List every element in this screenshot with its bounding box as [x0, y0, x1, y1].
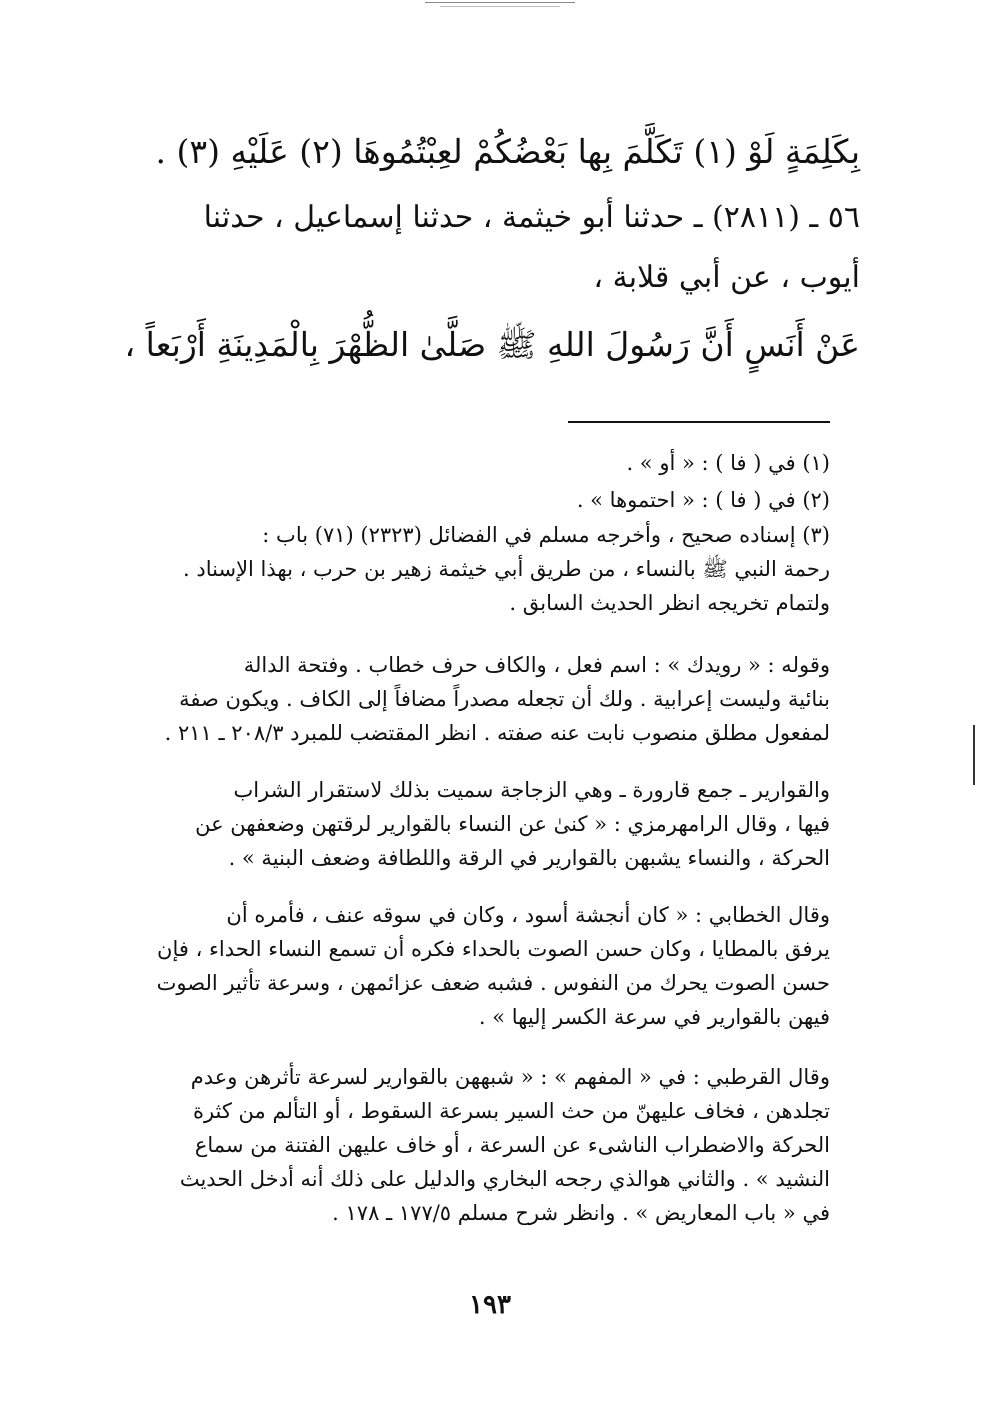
main-text-line-4: عَنْ أَنَسٍ أَنَّ رَسُولَ اللهِ ﷺ صَلَّىٰ الظُّهْرَ بِالْمَدِينَةِ أَرْبَعاً ، — [124, 325, 860, 364]
commentary-line: بنائية وليست إعرابية . ولك أن تجعله مصدراً مضافاً إلى الكاف . ويكون صفة — [179, 687, 830, 711]
margin-bar — [973, 725, 975, 785]
commentary-line: يرفق بالمطايا ، وكان حسن الصوت بالحداء فكره أن تسمع النساء الحداء ، فإن — [157, 937, 830, 961]
commentary-line: النشيد » . والثاني هوالذي رجحه البخاري والدليل على ذلك أنه أدخل الحديث — [179, 1167, 830, 1191]
top-rule — [425, 2, 575, 3]
footnote-3-line: (٣) إسناده صحيح ، وأخرجه مسلم في الفضائل (٢٣٢٣) (٧١) باب : — [262, 523, 830, 547]
footnote-1: (١) في ( فا ) : « أو » . — [626, 451, 830, 475]
commentary-line: في « باب المعاريض » . وانظر شرح مسلم ١٧٧/٥ ـ ١٧٨ . — [332, 1201, 830, 1225]
commentary-line: وقال الخطابي : « كان أنجشة أسود ، وكان في سوقه عنف ، فأمره أن — [226, 903, 830, 927]
main-text-line-2: ٥٦ ـ (٢٨١١) ـ حدثنا أبو خيثمة ، حدثنا إسماعيل ، حدثنا — [203, 200, 860, 235]
main-text-line-3: أيوب ، عن أبي قلابة ، — [593, 260, 860, 295]
commentary-line: فيها ، وقال الرامهرمزي : « كنىٰ عن النساء بالقوارير لرقتهن وضعفهن عن — [195, 812, 830, 836]
page-number: ١٩٣ — [469, 1290, 511, 1320]
commentary-line: حسن الصوت يحرك من النفوس . فشبه ضعف عزائمهن ، وسرعة تأثير الصوت — [156, 971, 830, 995]
top-rule-2 — [440, 6, 560, 7]
commentary-line: الحركة ، والنساء يشبهن بالقوارير في الرقة واللطافة وضعف البنية » . — [228, 846, 830, 870]
footnote-2: (٢) في ( فا ) : « احتموها » . — [576, 488, 830, 512]
footnote-3-line: ولتمام تخريجه انظر الحديث السابق . — [509, 591, 830, 615]
commentary-qurtubi — [110, 1060, 830, 1230]
commentary-line: الحركة والاضطراب الناشىء عن السرعة ، أو خاف عليهن الفتنة من سماع — [194, 1133, 830, 1157]
commentary-line: تجلدهن ، فخاف عليهنّ من حث السير بسرعة السقوط ، أو التألم من كثرة — [192, 1099, 830, 1123]
commentary-khattabi — [110, 898, 830, 1034]
commentary-line: فيهن بالقوارير في سرعة الكسر إليها » . — [478, 1005, 830, 1029]
commentary-ruwaydak — [110, 648, 830, 750]
commentary-qawarir — [110, 773, 830, 875]
footnote-separator — [568, 421, 830, 423]
main-text-line-1: بِكَلِمَةٍ لَوْ (١) تَكَلَّمَ بِها بَعْضُكُمْ لعِبْتُمُوهَا (٢) عَلَيْهِ (٣) . — [155, 132, 860, 171]
commentary-line: وقوله : « رويدك » : اسم فعل ، والكاف حرف خطاب . وفتحة الدالة — [243, 653, 830, 677]
commentary-line: والقوارير ـ جمع قارورة ـ وهي الزجاجة سميت بذلك لاستقرار الشراب — [233, 778, 830, 802]
footnote-3-line: رحمة النبي ﷺ بالنساء ، من طريق أبي خيثمة زهير بن حرب ، بهذا الإسناد . — [183, 557, 830, 581]
commentary-line: لمفعول مطلق منصوب نابت عنه صفته . انظر المقتضب للمبرد ٢٠٨/٣ ـ ٢١١ . — [164, 721, 830, 745]
commentary-line: وقال القرطبي : في « المفهم » : « شبههن بالقوارير لسرعة تأثرهن وعدم — [190, 1065, 830, 1089]
footnote-3 — [110, 518, 830, 620]
